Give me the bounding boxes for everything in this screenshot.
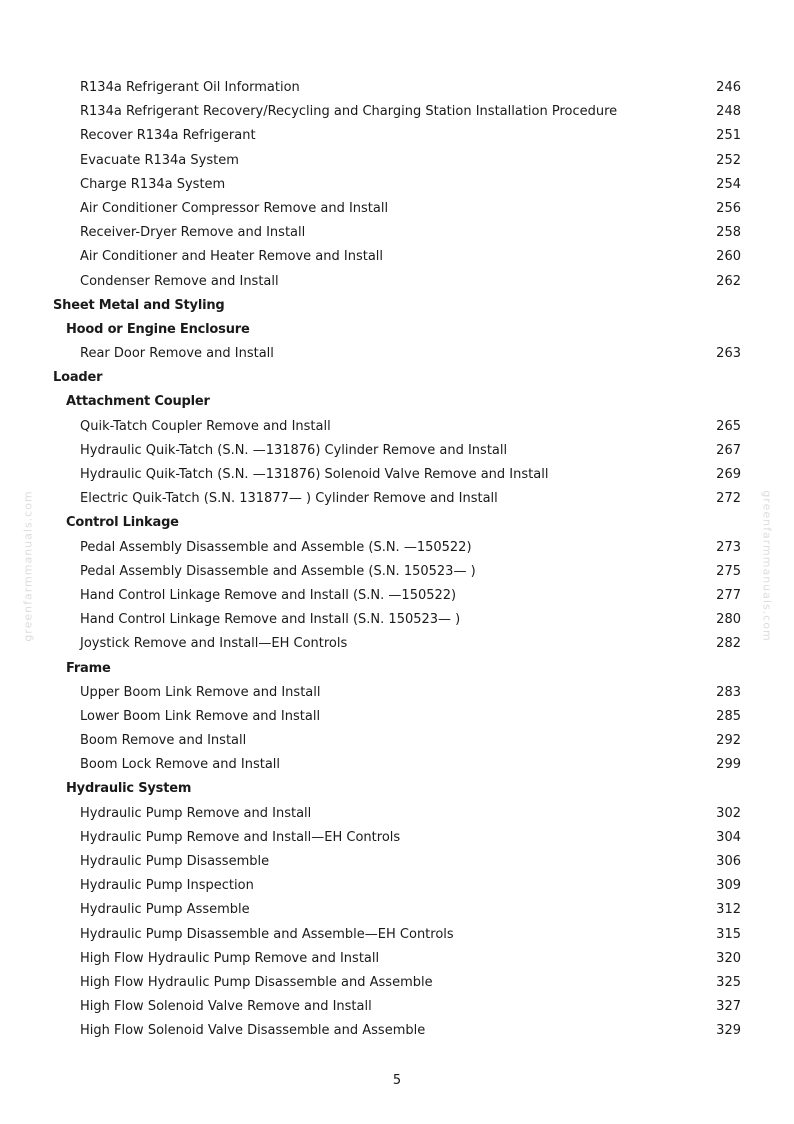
toc-entry[interactable]: [0, 753, 794, 777]
toc-entry[interactable]: [0, 826, 794, 850]
toc-entry-page-number: 260: [716, 249, 741, 265]
toc-entry-title: High Flow Hydraulic Pump Remove and Install: [80, 950, 380, 966]
toc-entry[interactable]: [0, 536, 794, 560]
watermark-left: greenfarmmanuals.com: [21, 490, 35, 642]
toc-entry-title: Boom Remove and Install: [80, 733, 247, 749]
toc-entry-title: Hydraulic Pump Assemble: [80, 902, 250, 918]
toc-entry-page-number: 282: [716, 636, 741, 652]
toc-entry-page-number: 299: [716, 757, 741, 773]
toc-entry-page-number: 272: [716, 491, 741, 507]
toc-entry-title: Charge R134a System: [80, 176, 226, 192]
toc-entry[interactable]: [0, 850, 794, 874]
toc-entry-page-number: 292: [716, 733, 741, 749]
toc-entry-title: Hydraulic Pump Disassemble and Assemble—EH Controls: [80, 926, 454, 942]
toc-entry[interactable]: [0, 124, 794, 148]
toc-entry-title: Boom Lock Remove and Install: [80, 757, 281, 773]
toc-entry-page-number: 309: [716, 878, 741, 894]
toc-entry[interactable]: [0, 971, 794, 995]
toc-entry-page-number: 320: [716, 950, 741, 966]
toc-entry[interactable]: [0, 608, 794, 632]
toc-entry-title: Hydraulic Quik-Tatch (S.N. —131876) Solenoid Valve Remove and Install: [80, 467, 549, 482]
toc-entry[interactable]: [0, 898, 794, 922]
watermark-right: greenfarmmanuals.com: [760, 490, 774, 642]
toc-entry-title: Sheet Metal and Styling: [53, 297, 225, 313]
toc-subsection-heading: [0, 318, 794, 342]
toc-entry-page-number: 280: [716, 612, 741, 628]
toc-entry-page-number: 306: [716, 854, 741, 869]
toc-entry-title: Air Conditioner Compressor Remove and Install: [80, 200, 389, 216]
toc-entry-title: Hydraulic Pump Remove and Install: [80, 805, 312, 821]
toc-entry-page-number: 256: [716, 200, 741, 216]
page-number: 5: [392, 1073, 402, 1088]
toc-entry-title: R134a Refrigerant Oil Information: [80, 80, 300, 95]
toc-entry-page-number: 269: [716, 467, 741, 482]
toc-entry-page-number: 246: [716, 80, 741, 95]
toc-entry[interactable]: [0, 729, 794, 753]
toc-entry-page-number: 304: [716, 829, 741, 845]
toc-entry-page-number: 258: [716, 225, 741, 241]
toc-entry-page-number: 325: [716, 974, 741, 990]
toc-entry[interactable]: [0, 923, 794, 947]
toc-subsection-heading: [0, 390, 794, 414]
toc-entry[interactable]: [0, 415, 794, 439]
toc-entry-title: Hood or Engine Enclosure: [66, 321, 250, 337]
toc-entry[interactable]: [0, 76, 794, 100]
toc-entry[interactable]: [0, 874, 794, 898]
toc-subsection-heading: [0, 657, 794, 681]
toc-entry-title: High Flow Solenoid Valve Disassemble and Assemble: [80, 1023, 426, 1039]
toc-entry[interactable]: [0, 149, 794, 173]
toc-entry-title: Hydraulic Quik-Tatch (S.N. —131876) Cylinder Remove and Install: [80, 442, 508, 458]
toc-entry-title: Frame: [66, 660, 111, 676]
toc-entry[interactable]: [0, 100, 794, 124]
toc-entry[interactable]: [0, 173, 794, 197]
toc-entry-title: Rear Door Remove and Install: [80, 346, 274, 362]
toc-entry-title: Attachment Coupler: [66, 394, 210, 410]
toc-entry-title: Hydraulic System: [66, 781, 192, 797]
toc-subsection-heading: [0, 777, 794, 801]
toc-entry-title: Hydraulic Pump Inspection: [80, 878, 254, 894]
toc-entry[interactable]: [0, 197, 794, 221]
toc-entry[interactable]: [0, 463, 794, 487]
toc-entry-title: High Flow Hydraulic Pump Disassemble and Assemble: [80, 974, 433, 990]
toc-entry-title: Lower Boom Link Remove and Install: [80, 708, 321, 724]
toc-entry-title: Evacuate R134a System: [80, 152, 239, 168]
toc-entry-title: R134a Refrigerant Recovery/Recycling and Charging Station Installation Procedure: [80, 104, 618, 120]
toc-entry-page-number: 277: [716, 587, 741, 603]
toc-entry-page-number: 302: [716, 805, 741, 821]
toc-section-heading: [0, 294, 794, 318]
toc-entry-title: Hydraulic Pump Disassemble: [80, 854, 270, 869]
toc-entry-title: Control Linkage: [66, 515, 179, 531]
toc-entry-page-number: 252: [716, 152, 741, 168]
toc-entry-title: High Flow Solenoid Valve Remove and Install: [80, 999, 372, 1015]
toc-entry-page-number: 285: [716, 708, 741, 724]
toc-entry-page-number: 329: [716, 1023, 741, 1039]
toc-entry-title: Upper Boom Link Remove and Install: [80, 684, 321, 700]
toc-entry-title: Hand Control Linkage Remove and Install (S.N. —150522): [80, 587, 457, 603]
toc-section-heading: [0, 366, 794, 390]
toc-entry-title: Hand Control Linkage Remove and Install (S.N. 150523— ): [80, 612, 461, 628]
toc-entry[interactable]: [0, 1019, 794, 1043]
toc-entry-page-number: 251: [716, 128, 741, 144]
toc-entry-page-number: 254: [716, 176, 741, 192]
toc-entry[interactable]: [0, 802, 794, 826]
toc-entry-title: Hydraulic Pump Remove and Install—EH Controls: [80, 829, 401, 845]
toc-entry[interactable]: [0, 947, 794, 971]
toc-entry[interactable]: [0, 439, 794, 463]
toc-entry[interactable]: [0, 995, 794, 1019]
toc-entry-title: Condenser Remove and Install: [80, 273, 279, 289]
toc-entry-page-number: 248: [716, 104, 741, 120]
toc-entry[interactable]: [0, 632, 794, 656]
toc-entry[interactable]: [0, 584, 794, 608]
toc-entry-title: Joystick Remove and Install—EH Controls: [80, 636, 348, 652]
toc-entry-title: Quik-Tatch Coupler Remove and Install: [80, 418, 331, 434]
table-of-contents: [0, 76, 794, 1044]
toc-entry-page-number: 262: [716, 273, 741, 289]
toc-entry-title: Loader: [53, 370, 103, 386]
toc-entry-page-number: 315: [716, 926, 741, 942]
toc-entry[interactable]: [0, 245, 794, 269]
toc-entry[interactable]: [0, 342, 794, 366]
toc-entry[interactable]: [0, 270, 794, 294]
toc-entry[interactable]: [0, 560, 794, 584]
toc-entry-page-number: 263: [716, 346, 741, 362]
toc-entry-title: Pedal Assembly Disassemble and Assemble (S.N. 150523— ): [80, 563, 476, 579]
toc-entry[interactable]: [0, 705, 794, 729]
toc-entry-title: Recover R134a Refrigerant: [80, 128, 256, 144]
toc-entry[interactable]: [0, 221, 794, 245]
toc-entry-page-number: 283: [716, 684, 741, 700]
toc-entry-page-number: 265: [716, 418, 741, 434]
toc-entry-page-number: 327: [716, 999, 741, 1015]
toc-entry[interactable]: [0, 487, 794, 511]
toc-entry-page-number: 275: [716, 563, 741, 579]
toc-entry-title: Electric Quik-Tatch (S.N. 131877— ) Cylinder Remove and Install: [80, 491, 498, 507]
toc-entry[interactable]: [0, 681, 794, 705]
toc-entry-page-number: 312: [716, 902, 741, 918]
toc-entry-page-number: 267: [716, 442, 741, 458]
toc-entry-title: Air Conditioner and Heater Remove and Install: [80, 249, 384, 265]
toc-entry-title: Pedal Assembly Disassemble and Assemble (S.N. —150522): [80, 539, 472, 555]
toc-entry-title: Receiver-Dryer Remove and Install: [80, 225, 306, 241]
toc-subsection-heading: [0, 511, 794, 535]
toc-entry-page-number: 273: [716, 539, 741, 555]
